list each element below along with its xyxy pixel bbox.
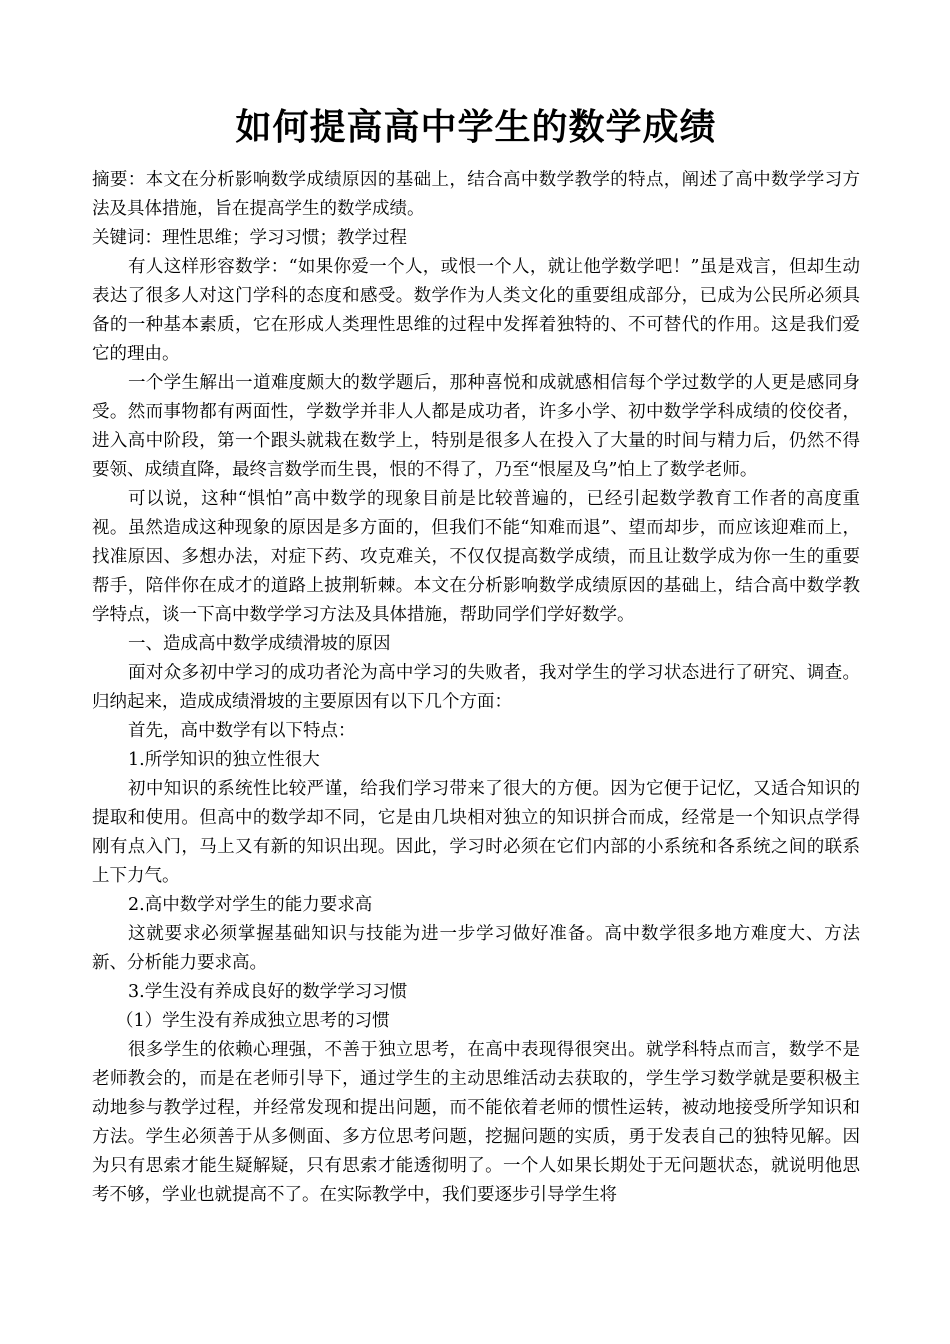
paragraph: 可以说，这种“惧怕”高中数学的现象目前是比较普遍的，已经引起数学教育工作者的高度重视。虽然造成这种现象的原因是多方面的，但我们不能“知难而退”、望而却步，而应该迎难而上，找准原因、多想办法，对症下药、攻克难关，不仅仅提高数学成绩，而且让数学成为你一生的重要帮手，陪伴你在成才的道路上披荆斩棘。本文在分析影响数学成绩原因的基础上，结合高中数学教学特点，谈一下高中数学学习方法及具体措施，帮助同学们学好数学。: [92, 489, 860, 625]
paragraph: 面对众多初中学习的成功者沦为高中学习的失败者，我对学生的学习状态进行了研究、调查。归纳起来，造成成绩滑坡的主要原因有以下几个方面：: [92, 663, 860, 712]
paragraph: 初中知识的系统性比较严谨，给我们学习带来了很大的方便。因为它便于记忆，又适合知识的提取和使用。但高中的数学却不同，它是由几块相对独立的知识拼合而成，经常是一个知识点学得刚有点入门，马上又有新的知识出现。因此，学习时必须在它们内部的小系统和各系统之间的联系上下力气。: [92, 779, 860, 886]
paragraph: 这就要求必须掌握基础知识与技能为进一步学习做好准备。高中数学很多地方难度大、方法新、分析能力要求高。: [92, 924, 860, 973]
section-heading: 一、造成高中数学成绩滑坡的原因: [128, 634, 391, 654]
document-page: [92, 98, 860, 1210]
sub-subsection-heading: （1）学生没有养成独立思考的习惯: [116, 1011, 390, 1031]
subsection-heading: 1.所学知识的独立性很大: [128, 750, 320, 770]
paragraph: 首先，高中数学有以下特点：: [128, 721, 356, 741]
document-title: 如何提高高中学生的数学成绩: [235, 106, 717, 148]
paragraph: 有人这样形容数学：“如果你爱一个人，或恨一个人，就让他学数学吧！”虽是戏言，但却生动表达了很多人对这门学科的态度和感受。数学作为人类文化的重要组成部分，已成为公民所必须具备的一种基本素质，它在形成人类理性思维的过程中发挥着独特的、不可替代的作用。这是我们爱它的理由。: [92, 257, 860, 364]
paragraph: 很多学生的依赖心理强，不善于独立思考，在高中表现得很突出。就学科特点而言，数学不是老师教会的，而是在老师引导下，通过学生的主动思维活动去获取的，学生学习数学就是要积极主动地参与教学过程，并经常发现和提出问题，而不能依着老师的惯性运转，被动地接受所学知识和方法。学生必须善于从多侧面、多方位思考问题，挖掘问题的实质，勇于发表自己的独特见解。因为只有思索才能生疑解疑，只有思索才能透彻明了。一个人如果长期处于无问题状态，就说明他思考不够，学业也就提高不了。在实际教学中，我们要逐步引导学生将: [92, 1040, 860, 1205]
subsection-heading: 2.高中数学对学生的能力要求高: [128, 895, 373, 915]
subsection-heading: 3.学生没有养成良好的数学学习习惯: [128, 982, 408, 1002]
paragraph: 一个学生解出一道难度颇大的数学题后，那种喜悦和成就感相信每个学过数学的人更是感同身受。然而事物都有两面性，学数学并非人人都是成功者，许多小学、初中数学学科成绩的佼佼者，进入高中阶段，第一个跟头就栽在数学上，特别是很多人在投入了大量的时间与精力后，仍然不得要领、成绩直降，最终言数学而生畏，恨的不得了，乃至“恨屋及乌”怕上了数学老师。: [92, 373, 860, 480]
document-body: [92, 166, 860, 1210]
abstract: 摘要：本文在分析影响数学成绩原因的基础上，结合高中数学教学的特点，阐述了高中数学学习方法及具体措施，旨在提高学生的数学成绩。: [92, 170, 860, 219]
keywords: 关键词：理性思维；学习习惯；教学过程: [92, 228, 407, 248]
